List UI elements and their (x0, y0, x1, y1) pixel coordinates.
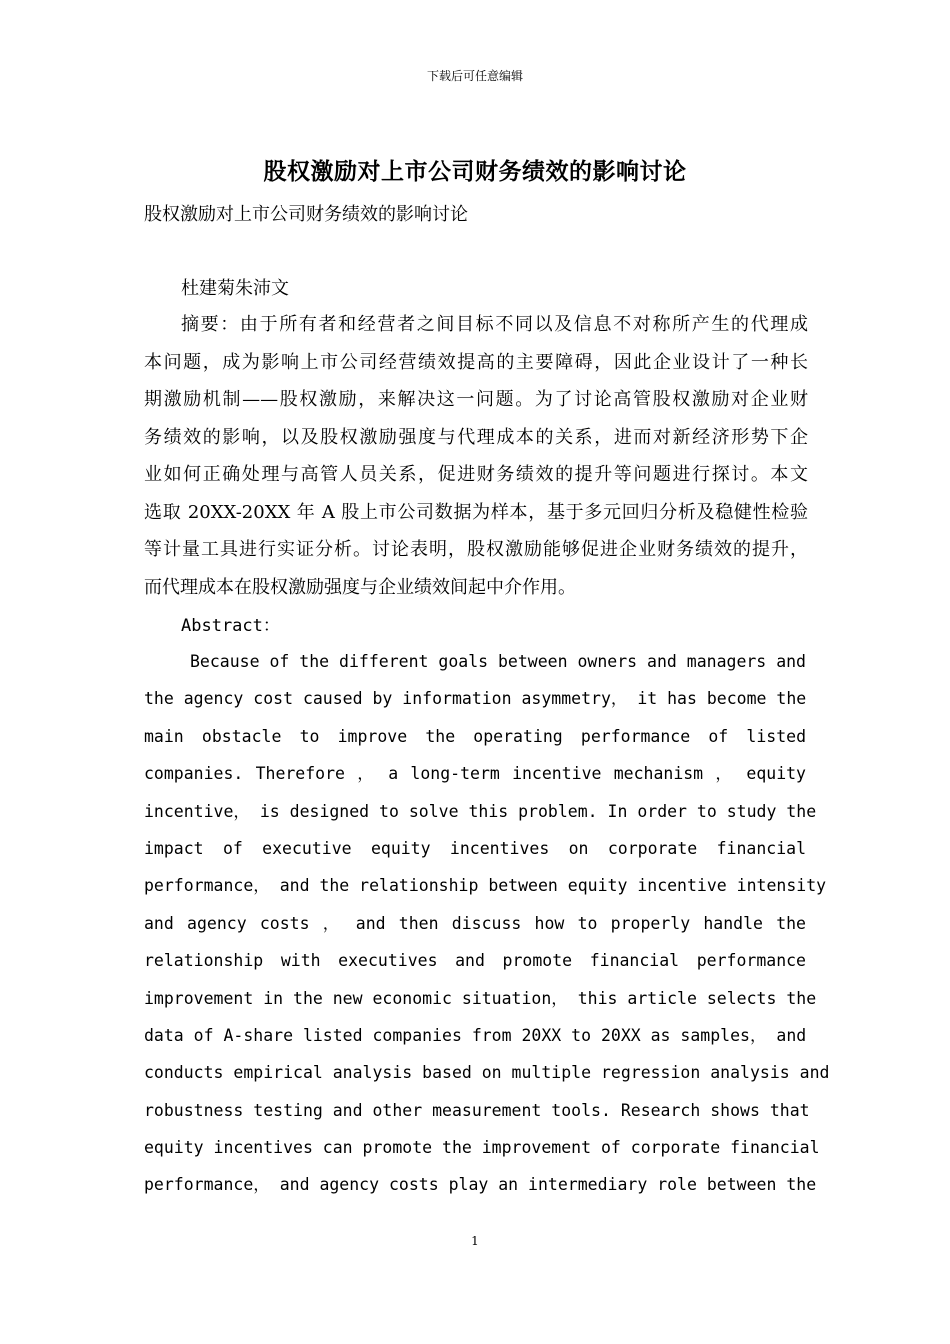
abstract-chinese (144, 306, 808, 606)
abstract-english (144, 648, 830, 1209)
abstract-en-line: conducts empirical analysis based on multiple regression analysis and (144, 1063, 830, 1083)
abstract-zh-line: 期激励机制——股权激励，来解决这一问题。为了讨论高管股权激励对企业财 (144, 389, 808, 410)
page-header: 下载后可任意编辑 (426, 69, 523, 83)
abstract-en-line: and agency costs ， and then discuss how to properly handle the (144, 913, 806, 933)
abstract-en-line: incentive， is designed to solve this problem. In order to study the (144, 801, 817, 821)
abstract-en-line: relationship with executives and promote financial performance (144, 951, 806, 971)
abstract-zh-line: 等计量工具进行实证分析。讨论表明，股权激励能够促进企业财务绩效的提升， (144, 539, 808, 560)
page-number: 1 (471, 1234, 479, 1248)
abstract-zh-line: 选取 20XX-20XX 年 A 股上市公司数据为样本，基于多元回归分析及稳健性检验 (144, 501, 808, 523)
abstract-zh-line: 而代理成本在股权激励强度与企业绩效间起中介作用。 (144, 576, 576, 598)
abstract-en-line: main obstacle to improve the operating performance of listed (144, 726, 806, 746)
document-title: 股权激励对上市公司财务绩效的影响讨论 (263, 158, 687, 185)
abstract-zh-line: 务绩效的影响，以及股权激励强度与代理成本的关系，进而对新经济形势下企 (144, 426, 808, 448)
abstract-zh-line: 摘要：由于所有者和经营者之间目标不同以及信息不对称所产生的代理成 (181, 314, 808, 335)
abstract-en-line: Because of the different goals between owners and managers and (190, 652, 806, 671)
abstract-en-line: performance， and the relationship between equity incentive intensity (144, 876, 827, 896)
abstract-en-label: Abstract： (181, 616, 280, 636)
abstract-zh-line: 本问题，成为影响上市公司经营绩效提高的主要障碍，因此企业设计了一种长 (144, 351, 808, 373)
abstract-zh-line: 业如何正确处理与高管人员关系，促进财务绩效的提升等问题进行探讨。本文 (144, 464, 808, 485)
abstract-en-line: impact of executive equity incentives on corporate financial (144, 838, 806, 858)
abstract-en-line: improvement in the new economic situation， this article selects the (144, 988, 817, 1008)
authors: 杜建菊朱沛文 (181, 278, 289, 299)
document-subtitle: 股权激励对上市公司财务绩效的影响讨论 (144, 204, 468, 225)
abstract-en-line: performance， and agency costs play an intermediary role between the (144, 1175, 817, 1195)
abstract-en-line: robustness testing and other measurement tools. Research shows that (144, 1100, 810, 1120)
abstract-en-line: companies. Therefore ， a long-term incentive mechanism ， equity (144, 764, 806, 784)
abstract-en-line: the agency cost caused by information asymmetry， it has become the (144, 689, 807, 709)
abstract-en-line: equity incentives can promote the improvement of corporate financial (144, 1138, 820, 1158)
abstract-en-line: data of A-share listed companies from 20XX to 20XX as samples， and (144, 1025, 807, 1045)
